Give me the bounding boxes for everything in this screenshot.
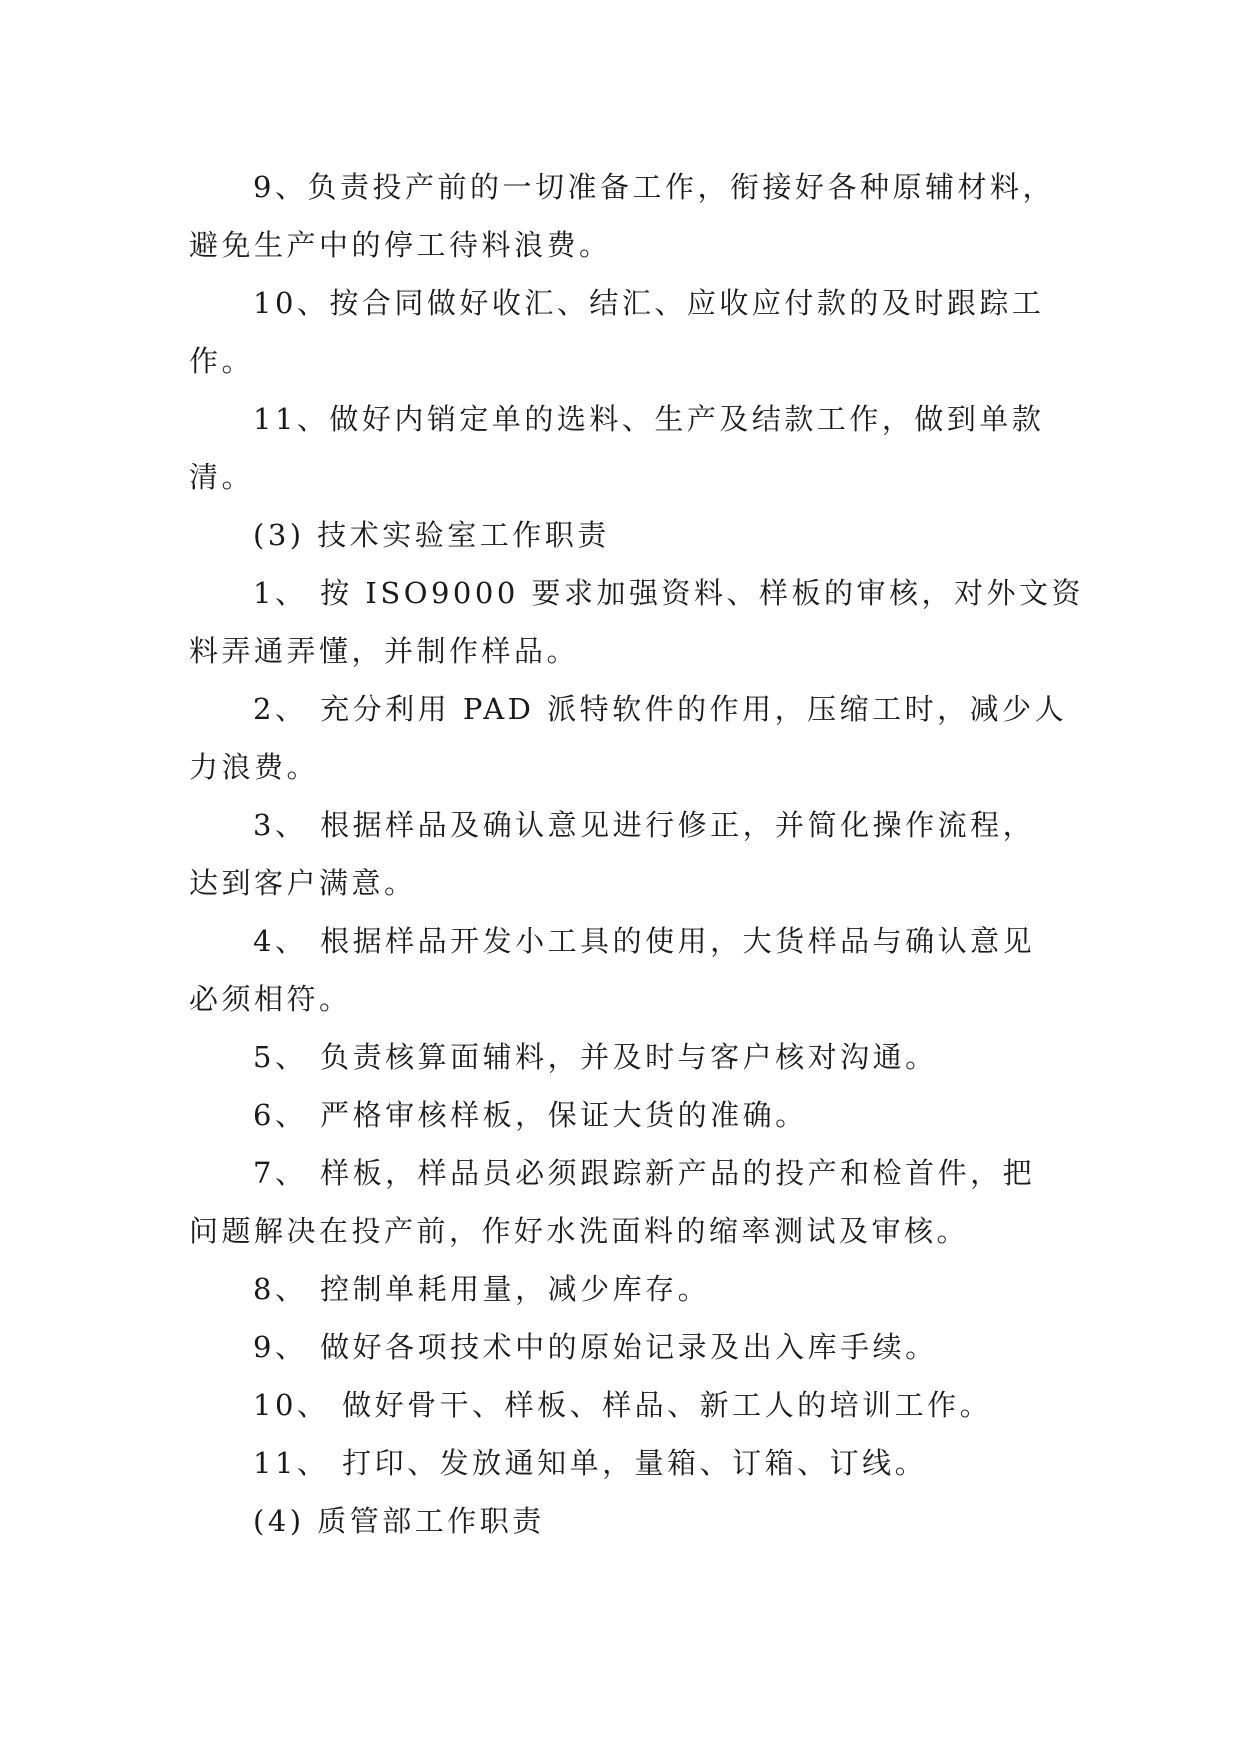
paragraph-line: 问题解决在投产前，作好水洗面料的缩率测试及审核。 — [189, 1214, 970, 1248]
paragraph-line: 力浪费。 — [189, 750, 320, 784]
paragraph-line: (4) 质管部工作职责 — [253, 1504, 545, 1538]
paragraph-line: (3) 技术实验室工作职责 — [253, 518, 610, 552]
paragraph — [189, 912, 1069, 1028]
paragraph — [189, 1260, 1069, 1318]
paragraph-line: 5、 负责核算面辅料，并及时与客户核对沟通。 — [253, 1040, 938, 1074]
paragraph-line: 料弄通弄懂，并制作样品。 — [189, 634, 580, 668]
paragraph — [189, 390, 1069, 506]
paragraph-line: 6、 严格审核样板，保证大货的准确。 — [253, 1098, 808, 1132]
paragraph-line: 10、 做好骨干、样板、样品、新工人的培训工作。 — [253, 1388, 993, 1422]
paragraph-line: 必须相符。 — [189, 982, 352, 1016]
paragraph — [189, 1028, 1069, 1086]
paragraph-line: 作。 — [189, 344, 255, 378]
paragraph-line: 11、 打印、发放通知单，量箱、订箱、订线。 — [253, 1446, 928, 1480]
paragraph — [189, 680, 1069, 796]
paragraph-line: 9、 做好各项技术中的原始记录及出入库手续。 — [253, 1330, 938, 1364]
paragraph — [189, 274, 1069, 390]
paragraph — [189, 1086, 1069, 1144]
paragraph-line: 9、负责投产前的一切准备工作，衔接好各种原辅材料， — [253, 170, 1055, 204]
paragraph-line: 4、 根据样品开发小工具的使用，大货样品与确认意见 — [253, 924, 1036, 958]
paragraph-line: 10、按合同做好收汇、结汇、应收应付款的及时跟踪工 — [253, 286, 1045, 320]
paragraph — [189, 158, 1069, 274]
paragraph-line: 达到客户满意。 — [189, 866, 417, 900]
paragraph — [189, 1434, 1069, 1492]
section-heading — [189, 1492, 1069, 1550]
paragraph-line: 清。 — [189, 460, 255, 494]
paragraph-line: 11、做好内销定单的选料、生产及结款工作，做到单款 — [253, 402, 1045, 436]
paragraph-line: 8、 控制单耗用量，减少库存。 — [253, 1272, 711, 1306]
paragraph-line: 1、 按 ISO9000 要求加强资料、样板的审核，对外文资 — [253, 576, 1085, 610]
paragraph-line: 7、 样板，样品员必须跟踪新产品的投产和检首件，把 — [253, 1156, 1036, 1190]
paragraph — [189, 1376, 1069, 1434]
paragraph — [189, 1144, 1069, 1260]
paragraph — [189, 796, 1069, 912]
paragraph-line: 3、 根据样品及确认意见进行修正，并简化操作流程， — [253, 808, 1036, 842]
paragraph-line: 2、 充分利用 PAD 派特软件的作用，压缩工时，减少人 — [253, 692, 1068, 726]
section-heading — [189, 506, 1069, 564]
paragraph — [189, 564, 1085, 680]
paragraph-line: 避免生产中的停工待料浪费。 — [189, 228, 612, 262]
paragraph — [189, 1318, 1069, 1376]
